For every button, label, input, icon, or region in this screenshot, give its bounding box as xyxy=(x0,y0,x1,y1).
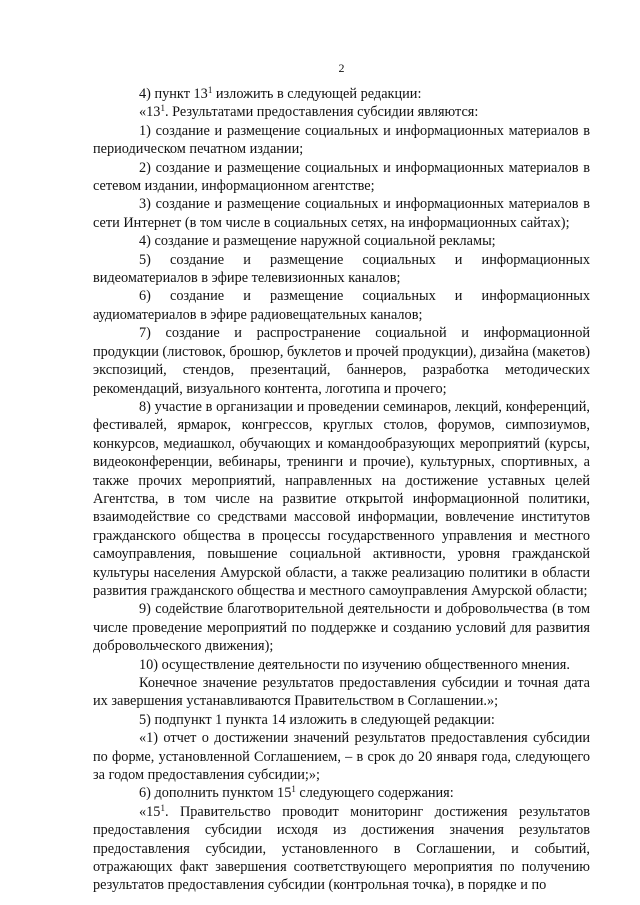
paragraph-15-1-text: «$15^1$. Правительство проводит мониторинг достижения результатов предоставления субсидии исходя из достижения значения результатов предоставления субсидии, установленного в Соглашении, и событий, отражающих факт завершения соответствующего мероприятия по получению результатов предоставления субсидии (контрольная точка), в порядке и по xyxy=(93,802,590,894)
paragraph-item-6: 6) дополнить пунктом $15^1$ следующего содержания: xyxy=(139,784,454,802)
list-item-2: 2) создание и размещение социальных и информационных материалов в сетевом издании, информационном агентстве; xyxy=(93,159,590,195)
list-item-3: 3) создание и размещение социальных и информационных материалов в сети Интернет (в том числе в социальных сетях, на информационных сайтах); xyxy=(93,196,590,231)
list-item-10: 10) осуществление деятельности по изучению общественного мнения. xyxy=(139,656,570,673)
list-item-1: 1) создание и размещение социальных и информационных материалов в периодическом печатном издании; xyxy=(93,122,590,158)
list-item-4: 4) создание и размещение наружной социальной рекламы; xyxy=(139,233,496,250)
list-item-6: 6) создание и размещение социальных и информационных аудиоматериалов в эфире радиовещательных каналов; xyxy=(93,288,590,323)
list-item-5: 5) создание и размещение социальных и информационных видеоматериалов в эфире телевизионных каналов; xyxy=(93,251,590,287)
list-item-8: 8) участие в организации и проведении семинаров, лекций, конференций, фестивалей, ярмарок, конгрессов, круглых столов, форумов, симпозиумов, конкурсов, медиашкол, обучающих и командообразующих мероприятий (курсы, видеоконференции, вебинары, тренинги и прочие), культурных, спортивных, а также прочих мероприятий, направленных на достижение уставных целей Агентства, в том числе на развитие открытой информационной политики, взаимодействие со средствами массовой информации, вовлечение институтов гражданского общества в процессы государственного управления и местного самоуправления, повышение социальной активности, уровня гражданской культуры населения Амурской области, а также реализацию политики в области развития гражданского общества и местного самоуправления Амурской области; xyxy=(93,398,590,599)
paragraph-13-1-heading: «$13^1$. Результатами предоставления субсидии являются: xyxy=(139,103,479,121)
paragraph-item-4: 4) пункт $13^1$ изложить в следующей редакции: xyxy=(139,85,422,102)
paragraph-item-5: 5) подпункт 1 пункта 14 изложить в следующей редакции: xyxy=(139,711,495,728)
list-item-9: 9) содействие благотворительной деятельности и добровольчества (в том числе проведение мероприятий по поддержке и созданию условий для развития добровольческого движения); xyxy=(93,601,590,655)
page-number: 2 xyxy=(338,61,345,75)
superscript: 1 xyxy=(160,103,165,114)
superscript: 1 xyxy=(291,784,296,795)
subparagraph-1-text: «1) отчет о достижении значений результатов предоставления субсидии по форме, установленной Соглашением, – в срок до 20 января года, следующего за годом предоставления субсидии;»; xyxy=(93,730,590,784)
list-item-7: 7) создание и распространение социальной и информационной продукции (листовок, брошюр, буклетов и прочей продукции), дизайна (макетов) экспозиций, стендов, презентаций, баннеров, разработка методических рекомендаций, визуального контента, логотипа и прочего; xyxy=(93,325,591,397)
final-value-paragraph: Конечное значение результатов предоставления субсидии и точная дата их завершения устанавливаются Правительством в Соглашении.»; xyxy=(93,675,590,710)
superscript: 1 xyxy=(160,802,165,813)
superscript: 1 xyxy=(207,85,213,95)
